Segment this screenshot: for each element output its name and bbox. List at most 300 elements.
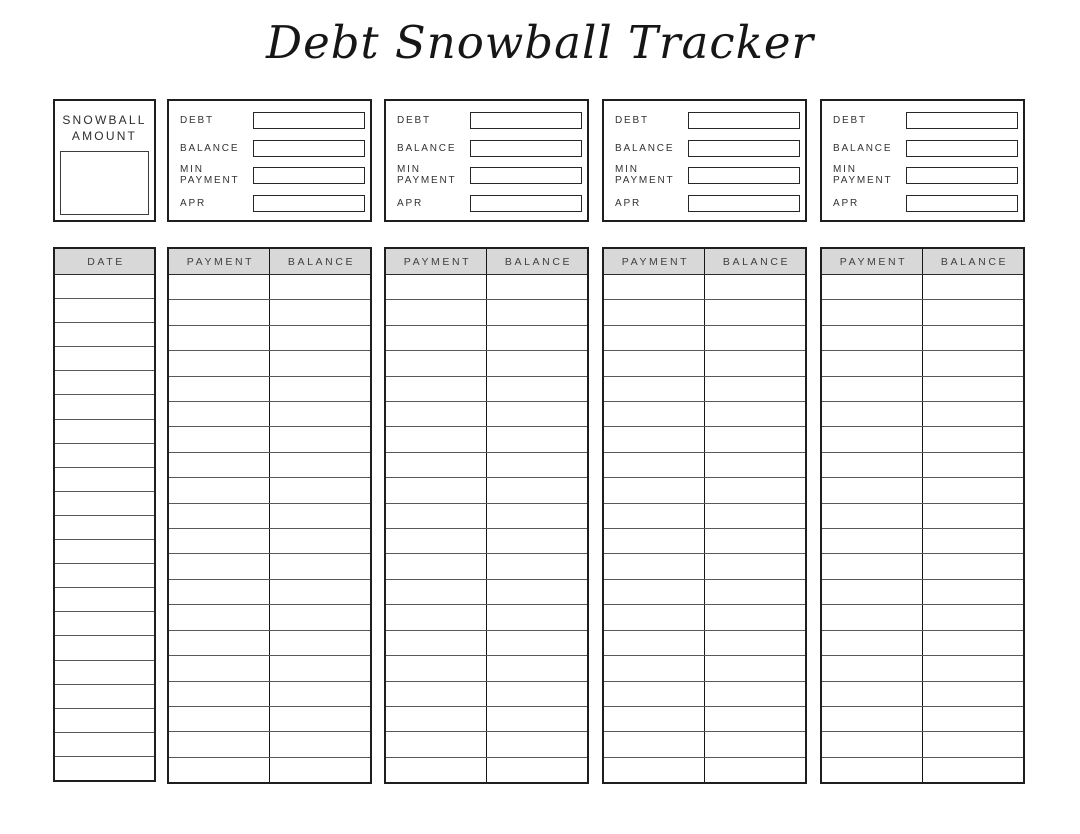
balance-cell[interactable] bbox=[705, 478, 805, 502]
table-row bbox=[604, 706, 805, 731]
min-payment-label-line2: PAYMENT bbox=[397, 175, 457, 186]
payment-cell[interactable] bbox=[169, 326, 270, 350]
payment-cell[interactable] bbox=[169, 504, 270, 528]
payment-cell[interactable] bbox=[386, 402, 487, 426]
table-row bbox=[386, 757, 587, 782]
balance-cell[interactable] bbox=[923, 682, 1023, 706]
payment-cell[interactable] bbox=[822, 427, 923, 451]
payment-cell[interactable] bbox=[169, 275, 270, 299]
payment-cell[interactable] bbox=[822, 402, 923, 426]
payment-cell[interactable] bbox=[386, 554, 487, 578]
payment-cell[interactable] bbox=[169, 402, 270, 426]
debt-label: DEBT bbox=[180, 115, 214, 126]
table-row bbox=[822, 299, 1023, 324]
balance-input[interactable] bbox=[253, 140, 365, 157]
payment-cell[interactable] bbox=[822, 478, 923, 502]
payment-cell[interactable] bbox=[169, 682, 270, 706]
balance-cell[interactable] bbox=[487, 427, 587, 451]
date-cell[interactable] bbox=[55, 516, 154, 539]
date-cell[interactable] bbox=[55, 685, 154, 708]
balance-input[interactable] bbox=[688, 140, 800, 157]
payment-table-header bbox=[169, 249, 370, 275]
payment-cell[interactable] bbox=[169, 732, 270, 756]
balance-cell[interactable] bbox=[487, 377, 587, 401]
payment-cell[interactable] bbox=[386, 275, 487, 299]
table-row bbox=[822, 681, 1023, 706]
balance-cell[interactable] bbox=[705, 300, 805, 324]
min-payment-input[interactable] bbox=[906, 167, 1018, 184]
balance-cell[interactable] bbox=[705, 707, 805, 731]
payment-cell[interactable] bbox=[604, 402, 705, 426]
apr-label: APR bbox=[397, 198, 423, 209]
min-payment-label bbox=[615, 164, 674, 186]
table-row bbox=[169, 275, 370, 299]
balance-cell[interactable] bbox=[705, 402, 805, 426]
balance-cell[interactable] bbox=[487, 351, 587, 375]
table-row bbox=[169, 553, 370, 578]
balance-cell[interactable] bbox=[270, 707, 370, 731]
payment-cell[interactable] bbox=[169, 758, 270, 782]
payment-cell[interactable] bbox=[822, 351, 923, 375]
payment-cell[interactable] bbox=[386, 453, 487, 477]
balance-cell[interactable] bbox=[705, 504, 805, 528]
balance-input[interactable] bbox=[470, 140, 582, 157]
payment-cell[interactable] bbox=[386, 478, 487, 502]
table-row bbox=[386, 528, 587, 553]
balance-cell[interactable] bbox=[270, 427, 370, 451]
payment-cell[interactable] bbox=[169, 377, 270, 401]
balance-cell[interactable] bbox=[487, 631, 587, 655]
payment-cell[interactable] bbox=[604, 326, 705, 350]
balance-cell[interactable] bbox=[487, 580, 587, 604]
payment-cell[interactable] bbox=[604, 554, 705, 578]
balance-cell[interactable] bbox=[487, 758, 587, 782]
balance-cell[interactable] bbox=[705, 529, 805, 553]
table-row bbox=[822, 401, 1023, 426]
balance-cell[interactable] bbox=[923, 605, 1023, 629]
debt-input[interactable] bbox=[253, 112, 365, 129]
balance-cell[interactable] bbox=[487, 529, 587, 553]
table-row bbox=[604, 325, 805, 350]
balance-cell[interactable] bbox=[705, 351, 805, 375]
payment-cell[interactable] bbox=[604, 300, 705, 324]
balance-cell[interactable] bbox=[705, 758, 805, 782]
payment-cell[interactable] bbox=[169, 300, 270, 324]
balance-cell[interactable] bbox=[487, 402, 587, 426]
date-cell[interactable] bbox=[55, 275, 154, 298]
table-row bbox=[604, 503, 805, 528]
date-cell[interactable] bbox=[55, 371, 154, 394]
payment-cell[interactable] bbox=[822, 732, 923, 756]
table-row bbox=[386, 401, 587, 426]
payment-cell[interactable] bbox=[822, 326, 923, 350]
balance-cell[interactable] bbox=[923, 275, 1023, 299]
balance-cell[interactable] bbox=[270, 326, 370, 350]
payment-cell[interactable] bbox=[386, 326, 487, 350]
table-row bbox=[822, 731, 1023, 756]
payment-cell[interactable] bbox=[169, 580, 270, 604]
balance-header-cell: BALANCE bbox=[722, 255, 791, 268]
payment-cell[interactable] bbox=[604, 682, 705, 706]
table-row bbox=[822, 706, 1023, 731]
balance-cell[interactable] bbox=[923, 300, 1023, 324]
balance-cell[interactable] bbox=[270, 656, 370, 680]
table-row bbox=[604, 731, 805, 756]
table-row bbox=[55, 322, 154, 346]
balance-cell[interactable] bbox=[923, 478, 1023, 502]
balance-cell[interactable] bbox=[487, 554, 587, 578]
balance-cell[interactable] bbox=[923, 377, 1023, 401]
table-row bbox=[604, 553, 805, 578]
payment-cell[interactable] bbox=[386, 427, 487, 451]
table-row bbox=[55, 419, 154, 443]
payment-cell[interactable] bbox=[169, 453, 270, 477]
debt-panel-3 bbox=[602, 99, 807, 222]
debt-input[interactable] bbox=[688, 112, 800, 129]
min-payment-input[interactable] bbox=[253, 167, 365, 184]
balance-cell[interactable] bbox=[487, 682, 587, 706]
table-row bbox=[169, 376, 370, 401]
payment-cell[interactable] bbox=[604, 656, 705, 680]
balance-cell[interactable] bbox=[487, 326, 587, 350]
table-row bbox=[386, 275, 587, 299]
apr-input[interactable] bbox=[906, 195, 1018, 212]
table-row bbox=[169, 706, 370, 731]
table-row bbox=[822, 655, 1023, 680]
table-row bbox=[169, 477, 370, 502]
min-payment-label-line1: MIN bbox=[615, 164, 639, 175]
snowball-amount-label bbox=[55, 112, 154, 144]
table-row bbox=[386, 325, 587, 350]
date-cell[interactable] bbox=[55, 347, 154, 370]
balance-cell[interactable] bbox=[270, 377, 370, 401]
date-table-header bbox=[55, 249, 154, 275]
balance-cell[interactable] bbox=[923, 453, 1023, 477]
date-cell[interactable] bbox=[55, 733, 154, 756]
balance-cell[interactable] bbox=[923, 529, 1023, 553]
payment-cell[interactable] bbox=[822, 377, 923, 401]
table-row bbox=[55, 370, 154, 394]
date-cell[interactable] bbox=[55, 323, 154, 346]
payment-cell[interactable] bbox=[386, 300, 487, 324]
payment-cell[interactable] bbox=[822, 300, 923, 324]
debt-label: DEBT bbox=[615, 115, 649, 126]
balance-cell[interactable] bbox=[487, 453, 587, 477]
payment-cell[interactable] bbox=[822, 580, 923, 604]
balance-cell[interactable] bbox=[705, 427, 805, 451]
table-row bbox=[55, 611, 154, 635]
table-row bbox=[604, 376, 805, 401]
date-cell[interactable] bbox=[55, 444, 154, 467]
payment-cell[interactable] bbox=[169, 605, 270, 629]
apr-input[interactable] bbox=[253, 195, 365, 212]
table-row bbox=[169, 579, 370, 604]
balance-cell[interactable] bbox=[705, 554, 805, 578]
balance-cell[interactable] bbox=[705, 580, 805, 604]
apr-label: APR bbox=[615, 198, 641, 209]
balance-cell[interactable] bbox=[923, 351, 1023, 375]
min-payment-label-line2: PAYMENT bbox=[833, 175, 893, 186]
snowball-amount-panel bbox=[53, 99, 156, 222]
page-title: Debt Snowball Tracker bbox=[265, 16, 814, 69]
balance-cell[interactable] bbox=[270, 732, 370, 756]
payment-cell[interactable] bbox=[604, 504, 705, 528]
balance-cell[interactable] bbox=[705, 605, 805, 629]
balance-cell[interactable] bbox=[705, 377, 805, 401]
table-row bbox=[386, 655, 587, 680]
balance-cell[interactable] bbox=[923, 656, 1023, 680]
payment-cell[interactable] bbox=[822, 682, 923, 706]
balance-label: BALANCE bbox=[833, 143, 893, 154]
payment-cell[interactable] bbox=[386, 580, 487, 604]
payment-table-body bbox=[386, 275, 587, 782]
table-row bbox=[55, 732, 154, 756]
balance-cell[interactable] bbox=[487, 504, 587, 528]
payment-cell[interactable] bbox=[604, 427, 705, 451]
table-row bbox=[55, 635, 154, 659]
table-row bbox=[169, 325, 370, 350]
snowball-label-line2: AMOUNT bbox=[71, 129, 138, 143]
balance-cell[interactable] bbox=[487, 300, 587, 324]
min-payment-label-line1: MIN bbox=[833, 164, 857, 175]
date-cell[interactable] bbox=[55, 757, 154, 780]
payment-cell[interactable] bbox=[386, 351, 487, 375]
table-row bbox=[169, 757, 370, 782]
balance-cell[interactable] bbox=[270, 682, 370, 706]
payment-cell[interactable] bbox=[822, 529, 923, 553]
balance-cell[interactable] bbox=[923, 554, 1023, 578]
payment-cell[interactable] bbox=[386, 732, 487, 756]
payment-cell[interactable] bbox=[386, 377, 487, 401]
balance-input[interactable] bbox=[906, 140, 1018, 157]
payment-cell[interactable] bbox=[604, 453, 705, 477]
date-cell[interactable] bbox=[55, 588, 154, 611]
date-cell[interactable] bbox=[55, 661, 154, 684]
balance-cell[interactable] bbox=[705, 631, 805, 655]
payment-cell[interactable] bbox=[822, 631, 923, 655]
payment-cell[interactable] bbox=[604, 580, 705, 604]
payment-cell[interactable] bbox=[169, 351, 270, 375]
debt-panel-2 bbox=[384, 99, 589, 222]
payment-cell[interactable] bbox=[604, 275, 705, 299]
payment-cell[interactable] bbox=[386, 707, 487, 731]
table-row bbox=[169, 604, 370, 629]
table-row bbox=[604, 477, 805, 502]
table-row bbox=[55, 275, 154, 298]
date-table bbox=[53, 247, 156, 782]
date-cell[interactable] bbox=[55, 564, 154, 587]
payment-cell[interactable] bbox=[169, 427, 270, 451]
balance-cell[interactable] bbox=[270, 275, 370, 299]
table-row bbox=[386, 452, 587, 477]
table-row bbox=[822, 275, 1023, 299]
balance-header-cell: BALANCE bbox=[940, 255, 1009, 268]
table-row bbox=[604, 452, 805, 477]
balance-cell[interactable] bbox=[270, 554, 370, 578]
payment-cell[interactable] bbox=[169, 529, 270, 553]
payment-cell[interactable] bbox=[386, 631, 487, 655]
payment-cell[interactable] bbox=[169, 478, 270, 502]
debt-input[interactable] bbox=[470, 112, 582, 129]
table-row bbox=[55, 587, 154, 611]
payment-table-2 bbox=[384, 247, 589, 784]
balance-cell[interactable] bbox=[270, 402, 370, 426]
payment-cell[interactable] bbox=[604, 529, 705, 553]
table-row bbox=[386, 299, 587, 324]
table-row bbox=[169, 630, 370, 655]
payment-cell[interactable] bbox=[386, 504, 487, 528]
table-row bbox=[55, 539, 154, 563]
payment-cell[interactable] bbox=[822, 275, 923, 299]
min-payment-label bbox=[180, 164, 239, 186]
debt-input[interactable] bbox=[906, 112, 1018, 129]
table-row bbox=[169, 681, 370, 706]
balance-cell[interactable] bbox=[705, 275, 805, 299]
balance-cell[interactable] bbox=[923, 732, 1023, 756]
payment-cell[interactable] bbox=[822, 707, 923, 731]
balance-cell[interactable] bbox=[270, 605, 370, 629]
balance-cell[interactable] bbox=[487, 275, 587, 299]
table-row bbox=[386, 376, 587, 401]
table-row bbox=[55, 298, 154, 322]
balance-cell[interactable] bbox=[923, 402, 1023, 426]
table-row bbox=[604, 604, 805, 629]
balance-cell[interactable] bbox=[487, 478, 587, 502]
payment-table-header bbox=[822, 249, 1023, 275]
payment-header-cell: PAYMENT bbox=[386, 249, 487, 274]
min-payment-input[interactable] bbox=[470, 167, 582, 184]
debt-label: DEBT bbox=[397, 115, 431, 126]
payment-cell[interactable] bbox=[822, 504, 923, 528]
balance-cell[interactable] bbox=[923, 631, 1023, 655]
balance-cell[interactable] bbox=[923, 427, 1023, 451]
table-row bbox=[169, 528, 370, 553]
table-row bbox=[169, 426, 370, 451]
table-row bbox=[822, 452, 1023, 477]
table-row bbox=[169, 503, 370, 528]
payment-cell[interactable] bbox=[604, 732, 705, 756]
payment-cell[interactable] bbox=[169, 707, 270, 731]
table-row bbox=[604, 528, 805, 553]
balance-cell[interactable] bbox=[270, 504, 370, 528]
balance-cell[interactable] bbox=[923, 758, 1023, 782]
payment-cell[interactable] bbox=[604, 631, 705, 655]
payment-cell[interactable] bbox=[604, 478, 705, 502]
payment-cell[interactable] bbox=[822, 605, 923, 629]
balance-cell[interactable] bbox=[487, 732, 587, 756]
payment-cell[interactable] bbox=[822, 453, 923, 477]
balance-cell[interactable] bbox=[270, 351, 370, 375]
balance-cell[interactable] bbox=[923, 580, 1023, 604]
date-cell[interactable] bbox=[55, 420, 154, 443]
payment-cell[interactable] bbox=[822, 554, 923, 578]
balance-cell[interactable] bbox=[270, 300, 370, 324]
payment-table-body bbox=[822, 275, 1023, 782]
payment-cell[interactable] bbox=[386, 529, 487, 553]
balance-header-cell: BALANCE bbox=[504, 255, 573, 268]
payment-table-1 bbox=[167, 247, 372, 784]
table-row bbox=[822, 350, 1023, 375]
payment-cell[interactable] bbox=[386, 656, 487, 680]
date-cell[interactable] bbox=[55, 492, 154, 515]
date-cell[interactable] bbox=[55, 612, 154, 635]
table-row bbox=[386, 503, 587, 528]
balance-cell[interactable] bbox=[487, 656, 587, 680]
payment-cell[interactable] bbox=[604, 377, 705, 401]
balance-cell[interactable] bbox=[487, 707, 587, 731]
date-cell[interactable] bbox=[55, 540, 154, 563]
table-row bbox=[386, 579, 587, 604]
payment-cell[interactable] bbox=[822, 758, 923, 782]
debt-panel-4 bbox=[820, 99, 1025, 222]
snowball-amount-input[interactable] bbox=[60, 151, 149, 215]
snowball-label-line1: SNOWBALL bbox=[62, 113, 147, 127]
balance-cell[interactable] bbox=[705, 453, 805, 477]
balance-cell[interactable] bbox=[487, 605, 587, 629]
balance-cell[interactable] bbox=[705, 732, 805, 756]
date-cell[interactable] bbox=[55, 709, 154, 732]
apr-input[interactable] bbox=[470, 195, 582, 212]
payment-cell[interactable] bbox=[386, 758, 487, 782]
apr-label: APR bbox=[180, 198, 206, 209]
table-row bbox=[55, 346, 154, 370]
table-row bbox=[386, 477, 587, 502]
table-row bbox=[604, 275, 805, 299]
table-row bbox=[822, 757, 1023, 782]
payment-cell[interactable] bbox=[604, 707, 705, 731]
balance-cell[interactable] bbox=[923, 326, 1023, 350]
payment-cell[interactable] bbox=[386, 605, 487, 629]
table-row bbox=[604, 681, 805, 706]
table-row bbox=[55, 684, 154, 708]
balance-cell[interactable] bbox=[270, 758, 370, 782]
balance-cell[interactable] bbox=[270, 478, 370, 502]
date-cell[interactable] bbox=[55, 468, 154, 491]
balance-cell[interactable] bbox=[705, 326, 805, 350]
table-row bbox=[169, 350, 370, 375]
balance-cell[interactable] bbox=[270, 580, 370, 604]
table-row bbox=[169, 299, 370, 324]
balance-cell[interactable] bbox=[705, 682, 805, 706]
balance-cell[interactable] bbox=[923, 504, 1023, 528]
payment-cell[interactable] bbox=[604, 351, 705, 375]
table-row bbox=[822, 477, 1023, 502]
balance-cell[interactable] bbox=[270, 529, 370, 553]
payment-cell[interactable] bbox=[604, 758, 705, 782]
balance-cell[interactable] bbox=[270, 453, 370, 477]
balance-cell[interactable] bbox=[270, 631, 370, 655]
table-row bbox=[55, 443, 154, 467]
balance-cell[interactable] bbox=[923, 707, 1023, 731]
min-payment-input[interactable] bbox=[688, 167, 800, 184]
min-payment-label-line1: MIN bbox=[397, 164, 421, 175]
date-cell[interactable] bbox=[55, 636, 154, 659]
apr-input[interactable] bbox=[688, 195, 800, 212]
payment-cell[interactable] bbox=[169, 554, 270, 578]
date-cell[interactable] bbox=[55, 395, 154, 418]
payment-cell[interactable] bbox=[604, 605, 705, 629]
balance-header-cell: BALANCE bbox=[287, 255, 356, 268]
payment-cell[interactable] bbox=[169, 656, 270, 680]
payment-cell[interactable] bbox=[386, 682, 487, 706]
table-row bbox=[822, 579, 1023, 604]
payment-cell[interactable] bbox=[822, 656, 923, 680]
payment-cell[interactable] bbox=[169, 631, 270, 655]
date-cell[interactable] bbox=[55, 299, 154, 322]
table-row bbox=[604, 426, 805, 451]
balance-cell[interactable] bbox=[705, 656, 805, 680]
table-row bbox=[604, 655, 805, 680]
